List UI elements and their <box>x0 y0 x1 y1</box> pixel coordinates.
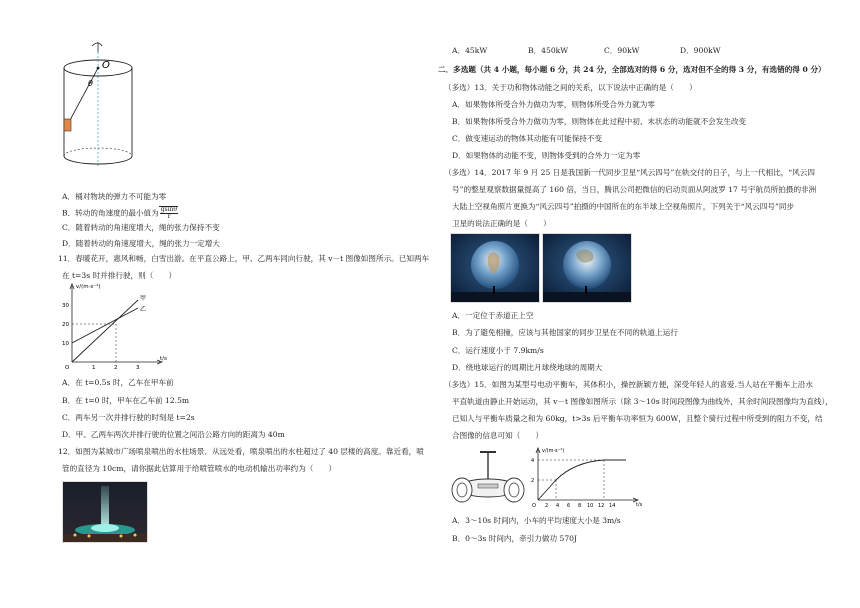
q15-graph-ylabel: v/(m·s⁻¹) <box>542 448 565 454</box>
q11-series-yi: 乙 <box>140 306 147 313</box>
q11-stem-line2: 在 t=3s 时并排行驶，则（ ） <box>62 271 177 280</box>
q15-option-b: B．0～3s 时间内，牵引力做功 570J <box>452 534 578 543</box>
q15-xtick-8: 8 <box>578 503 582 508</box>
q11-graph-xlabel: t/s <box>160 356 167 362</box>
q11-ytick-30: 30 <box>62 303 69 309</box>
point-o-label: O <box>102 60 110 71</box>
q12-option-d: D．900kW <box>680 46 721 55</box>
q15-graph-xlabel: t/s <box>636 502 643 508</box>
balance-scooter-drawing <box>448 446 528 506</box>
q10-option-c: C．随着转动的角速度增大，绳的张力保持不变 <box>62 223 220 232</box>
fountain-photo <box>62 481 148 543</box>
rotating-cylinder-diagram <box>58 38 148 178</box>
q15-option-a: A．3～10s 时间内，小车的平均速度大小是 3m/s <box>452 516 621 525</box>
q11-xtick-3: 3 <box>136 365 140 370</box>
section-2-heading: 二．多选题（共 4 小题，每小题 6 分，共 24 分，全部选对的得 6 分，选对但不全的得 3 分，有选错的得 0 分） <box>438 65 826 74</box>
q15-ytick-4: 4 <box>531 458 535 464</box>
q15-xtick-4: 4 <box>556 503 560 508</box>
q15-xtick-12: 12 <box>598 503 605 508</box>
sqrt-formula <box>159 206 178 220</box>
q14-option-a: A．一定位于赤道正上空 <box>452 311 534 320</box>
earth-photo-asia <box>542 233 632 303</box>
q14-line1: （多选）14．2017 年 9 月 25 日是我国新一代同步卫星“风云四号”在轨交付的日子，与上一代相比，“风云四 <box>444 168 815 177</box>
q12-option-a: A．45kW <box>452 46 488 55</box>
q11-ytick-10: 10 <box>62 341 69 347</box>
q11-xtick-1: 1 <box>92 365 96 370</box>
fraction <box>160 207 178 220</box>
q13-option-c: C．做变速运动的物体其动能有可能保持不变 <box>452 134 603 143</box>
fraction-denominator: r <box>167 213 171 220</box>
q14-option-d: D．绕地球运行的周期比月球绕地球的周期大 <box>452 363 603 372</box>
q14-option-b: B．为了避免相撞，应该与其他国家的同步卫星在不同的轨道上运行 <box>452 328 678 337</box>
q11-ytick-20: 20 <box>62 322 69 328</box>
q15-ytick-2: 2 <box>531 478 535 484</box>
q15-line4: 合图像的信息可知（ ） <box>452 431 544 440</box>
q14-line2: 号”的整星观察数据量提高了 160 倍，当日，腾讯公司把微信的启动页面从阿波罗 17 号宇航员所拍摄的非洲 <box>452 185 817 194</box>
q11-graph-ylabel: v/(m·s⁻¹) <box>76 284 101 290</box>
q10-option-d: D．随着转动的角速度增大，绳的张力一定增大 <box>62 239 220 248</box>
q15-line2: 平直轨道由静止开始运动，其 v－t 图像如图所示（除 3～10s 时间段图像为曲线外，其余时间段图像均为直线）， <box>452 397 833 406</box>
q12-stem-line2: 管的直径为 10cm，请你据此估算用于给喷管喷水的电动机输出功率约为（ ） <box>62 464 337 473</box>
q12-stem-line1: 12．如图为某城市广场喷泉喷出的水柱场景．从远处看，喷泉喷出的水柱超过了 40 层楼的高度。靠近看，喷 <box>58 447 424 456</box>
q11-option-c: C．两车另一次并排行驶的时刻是 t=2s <box>62 413 195 422</box>
earth-photo-africa <box>450 233 540 303</box>
q12-options <box>452 45 756 56</box>
q10-option-b-text: B．转动的角速度的最小值为 <box>62 208 159 218</box>
q11-stem-line1: 11．春暖花开，惠风和畅，白雪出游。在平直公路上，甲、乙两车同向行驶，其 v－t 图像如图所示。已知两车 <box>58 254 430 263</box>
q15-xtick-10: 10 <box>587 503 594 508</box>
q11-series-jia: 甲 <box>140 295 147 302</box>
q15-xtick-14: 14 <box>609 503 616 508</box>
q10-option-b <box>62 206 178 220</box>
q10-option-a: A．桶对物块的弹力不可能为零 <box>62 192 167 201</box>
q15-line3: 已知人与平衡车质量之和为 60kg，t>3s 后平衡车功率恒为 600W，且整个骑行过程中所受到的阻力不变，结 <box>452 414 823 423</box>
q15-xtick-2: 2 <box>545 503 549 508</box>
theta-label: θ <box>88 79 93 88</box>
q13-option-b: B．如果物体所受合外力做功为零，则物体在此过程中初、末状态的动能就不会发生改变 <box>452 117 747 126</box>
q12-option-b: B．450kW <box>528 46 569 55</box>
q15-origin: O <box>532 503 536 508</box>
q15-xtick-6: 6 <box>567 503 571 508</box>
q15-vt-graph <box>530 446 648 508</box>
fraction-numerator: gsinθ <box>160 206 178 213</box>
q11-option-a: A．在 t=0.5s 时，乙车在甲车前 <box>62 378 174 387</box>
q15-line1: （多选）15．如图为某型号电动平衡车，其体积小，操控新颖方便，深受年轻人的喜爱.当人站在平衡车上沿水 <box>444 380 813 389</box>
q11-xtick-2: 2 <box>114 365 118 370</box>
q14-line3: 大陆上空视角照片更换为“风云四号”拍摄的中国所在的东半球上空视角照片，下列关于“风云四号”同步 <box>452 202 795 211</box>
q13-stem: （多选）13．关于功和物体动能之间的关系，以下说法中正确的是（ ） <box>444 83 697 92</box>
q11-origin: O <box>65 365 70 370</box>
q14-option-c: C．运行速度小于 7.9km/s <box>452 346 544 355</box>
q12-option-c: C．90kW <box>604 46 640 55</box>
q11-vt-graph <box>60 280 170 370</box>
q11-option-d: D．甲、乙两车两次并排行驶的位置之间沿公路方向的距离为 40m <box>62 430 285 439</box>
q13-option-a: A．如果物体所受合外力做功为零，则物体所受合外力就为零 <box>452 100 655 109</box>
q13-option-d: D．如果物体的动能不变，则物体受到的合外力一定为零 <box>452 151 641 160</box>
q14-line4: 卫星的说法正确的是（ ） <box>452 219 551 228</box>
q11-option-b: B．在 t=0 时，甲车在乙车前 12.5m <box>62 396 190 405</box>
